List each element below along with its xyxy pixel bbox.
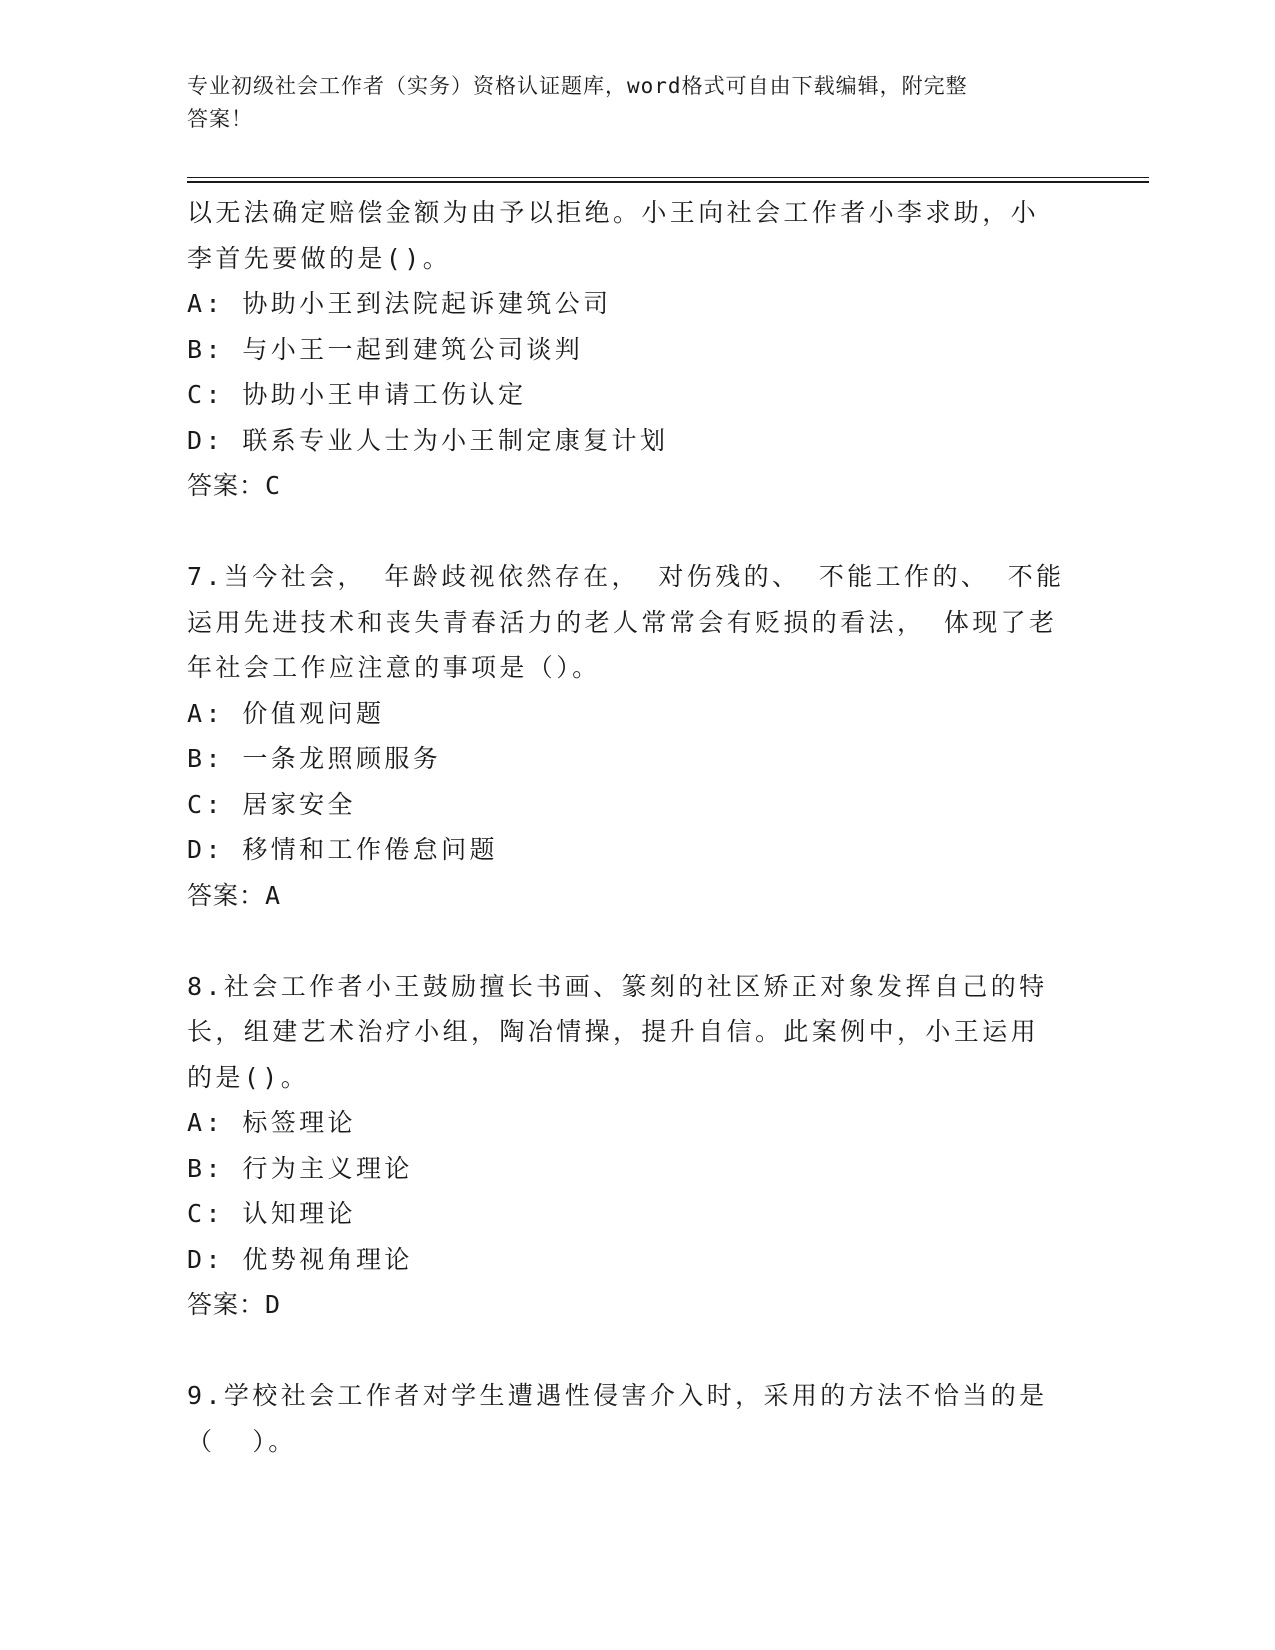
- spacer: [187, 1328, 1077, 1374]
- option-a: A: 协助小王到法院起诉建筑公司: [187, 289, 612, 318]
- spacer: [187, 509, 1077, 555]
- header-line-2: 答案！: [187, 107, 253, 131]
- question-stem-line: 李首先要做的是()。: [187, 243, 452, 273]
- answer-line: 答案：C: [187, 471, 282, 500]
- header-divider-thick: [187, 181, 1149, 183]
- question-6-continuation: [187, 190, 1077, 509]
- question-stem-line: 9.学校社会工作者对学生遭遇性侵害介入时，采用的方法不恰当的是: [187, 1381, 1048, 1410]
- option-b: B: 一条龙照顾服务: [187, 744, 442, 773]
- option-a: A: 价值观问题: [187, 698, 385, 728]
- answer-line: 答案：A: [187, 880, 282, 910]
- option-a: A: 标签理论: [187, 1108, 356, 1137]
- option-c: C: 居家安全: [187, 789, 356, 819]
- question-stem-line: 运用先进技术和丧失青春活力的老人常常会有贬损的看法， 体现了老: [187, 607, 1058, 637]
- option-d: D: 优势视角理论: [187, 1244, 413, 1274]
- option-b: B: 行为主义理论: [187, 1153, 413, 1183]
- option-c: C: 协助小王申请工伤认定: [187, 380, 527, 409]
- answer-line: 答案：D: [187, 1290, 282, 1319]
- question-stem-line: 以无法确定赔偿金额为由予以拒绝。小王向社会工作者小李求助，小: [187, 198, 1040, 227]
- option-b: B: 与小王一起到建筑公司谈判: [187, 334, 584, 364]
- option-d: D: 联系专业人士为小王制定康复计划: [187, 425, 669, 455]
- document-body: [187, 190, 1077, 1464]
- question-8: [187, 964, 1077, 1328]
- question-stem-line: 7.当今社会， 年龄歧视依然存在， 对伤残的、 不能工作的、 不能: [187, 562, 1065, 591]
- question-9: [187, 1373, 1077, 1464]
- header-line-1: 专业初级社会工作者（实务）资格认证题库，word格式可自由下载编辑，附完整: [187, 74, 968, 98]
- question-7: [187, 554, 1077, 918]
- document-header: [187, 70, 1067, 136]
- question-stem-line: 8.社会工作者小王鼓励擅长书画、篆刻的社区矫正对象发挥自己的特: [187, 971, 1048, 1001]
- option-d: D: 移情和工作倦怠问题: [187, 835, 498, 864]
- question-stem-line: （ ）。: [187, 1426, 297, 1456]
- spacer: [187, 918, 1077, 964]
- question-stem-line: 长，组建艺术治疗小组，陶冶情操，提升自信。此案例中，小王运用: [187, 1017, 1040, 1046]
- question-stem-line: 年社会工作应注意的事项是（）。: [187, 653, 601, 682]
- question-stem-line: 的是()。: [187, 1062, 310, 1092]
- header-divider-thin: [187, 177, 1149, 178]
- option-c: C: 认知理论: [187, 1199, 356, 1228]
